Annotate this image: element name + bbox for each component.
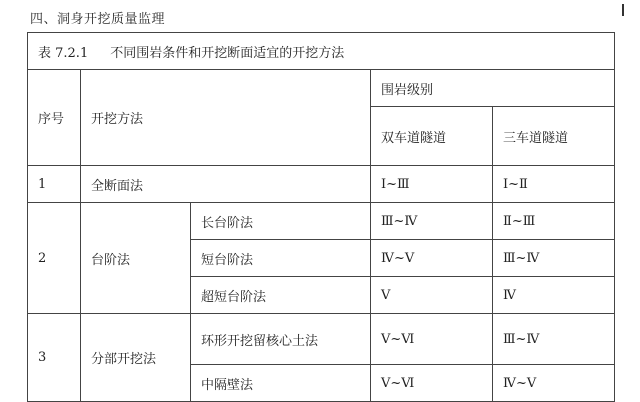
header-row-1	[28, 70, 615, 107]
table-title: 不同围岩条件和开挖断面适宜的开挖方法	[110, 45, 345, 61]
table-row	[28, 314, 615, 365]
row-two-lane: Ⅰ~Ⅲ	[371, 166, 493, 203]
header-seq: 序号	[28, 70, 81, 166]
page-edge-mark	[616, 4, 624, 16]
table-row	[28, 203, 615, 240]
header-three-lane: 三车道隧道	[493, 107, 615, 166]
row-two-lane: Ⅴ~Ⅵ	[371, 314, 493, 365]
header-grade-group: 围岩级别	[371, 70, 615, 107]
row-seq: 2	[28, 203, 81, 314]
row-three-lane: Ⅱ~Ⅲ	[493, 203, 615, 240]
row-seq: 1	[28, 166, 81, 203]
row-two-lane: Ⅴ	[371, 277, 493, 314]
row-sub-method: 超短台阶法	[191, 277, 371, 314]
excavation-methods-table	[27, 32, 615, 402]
row-sub-method: 环形开挖留核心土法	[191, 314, 371, 365]
row-three-lane: Ⅳ~Ⅴ	[493, 365, 615, 402]
table-row	[28, 166, 615, 203]
row-three-lane: Ⅰ~Ⅱ	[493, 166, 615, 203]
table-caption	[28, 33, 615, 70]
row-two-lane: Ⅴ~Ⅵ	[371, 365, 493, 402]
row-method: 台阶法	[81, 203, 191, 314]
row-two-lane: Ⅳ~Ⅴ	[371, 240, 493, 277]
header-two-lane: 双车道隧道	[371, 107, 493, 166]
row-three-lane: Ⅲ~Ⅳ	[493, 314, 615, 365]
row-two-lane: Ⅲ~Ⅳ	[371, 203, 493, 240]
row-three-lane: Ⅲ~Ⅳ	[493, 240, 615, 277]
row-sub-method: 长台阶法	[191, 203, 371, 240]
section-heading: 四、洞身开挖质量监理	[30, 12, 166, 27]
header-method: 开挖方法	[81, 70, 371, 166]
row-three-lane: Ⅳ	[493, 277, 615, 314]
table-caption-row	[28, 33, 615, 70]
row-sub-method: 中隔壁法	[191, 365, 371, 402]
row-method: 分部开挖法	[81, 314, 191, 402]
row-sub-method: 短台阶法	[191, 240, 371, 277]
row-method: 全断面法	[81, 166, 371, 203]
table-number: 表 7.2.1	[38, 45, 89, 61]
row-seq: 3	[28, 314, 81, 402]
